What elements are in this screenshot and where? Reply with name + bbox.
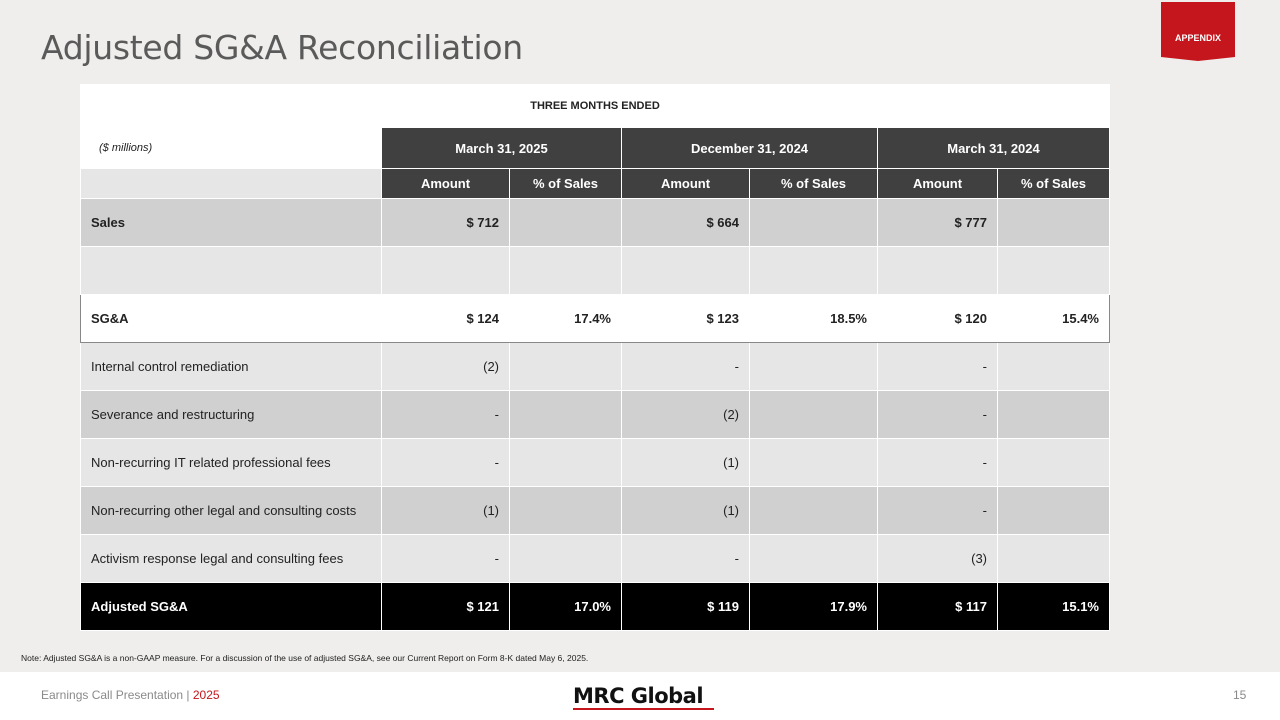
row-label: Internal control remediation [81, 343, 382, 391]
table-cell: 17.0% [510, 583, 622, 631]
appendix-badge [1161, 2, 1235, 61]
sga-reconciliation-table [80, 84, 1110, 631]
table-cell: $ 123 [622, 295, 750, 343]
subheader-blank [81, 169, 382, 199]
table-cell [622, 247, 750, 295]
three-months-header: THREE MONTHS ENDED [81, 85, 1110, 128]
table-cell [998, 247, 1110, 295]
row-label [81, 247, 382, 295]
table-cell [750, 535, 878, 583]
table-row [81, 391, 1110, 439]
row-label: Non-recurring other legal and consulting costs [81, 487, 382, 535]
period-header: March 31, 2025 [382, 128, 622, 169]
appendix-label: APPENDIX [1174, 33, 1221, 43]
table-cell [998, 535, 1110, 583]
footnote: Note: Adjusted SG&A is a non-GAAP measure. For a discussion of the use of adjusted SG&A, see our Current Report on Form 8-K dated May 6, 2025. [21, 653, 589, 663]
table-cell: (2) [382, 343, 510, 391]
footer-presentation-label [41, 688, 220, 702]
period-header: December 31, 2024 [622, 128, 878, 169]
company-logo [573, 684, 703, 708]
table-cell: 15.1% [998, 583, 1110, 631]
table-row [81, 295, 1110, 343]
table-cell: - [878, 391, 998, 439]
table-row [81, 535, 1110, 583]
table-row [81, 487, 1110, 535]
table-cell [998, 199, 1110, 247]
table-cell: - [382, 439, 510, 487]
table-row [81, 439, 1110, 487]
column-header: Amount [878, 169, 998, 199]
table-cell: $ 712 [382, 199, 510, 247]
table-cell [998, 343, 1110, 391]
table-cell: - [622, 535, 750, 583]
page-number: 15 [1233, 688, 1247, 702]
table-cell [998, 391, 1110, 439]
table-cell: (3) [878, 535, 998, 583]
table-cell [750, 247, 878, 295]
column-header: % of Sales [998, 169, 1110, 199]
page-title: Adjusted SG&A Reconciliation [41, 28, 523, 67]
table-cell: $ 120 [878, 295, 998, 343]
table-row [81, 247, 1110, 295]
logo-text: MRC Global [573, 684, 704, 708]
table-cell: - [382, 535, 510, 583]
table-cell: - [878, 343, 998, 391]
table-cell: 18.5% [750, 295, 878, 343]
table-cell: 17.4% [510, 295, 622, 343]
column-header: % of Sales [510, 169, 622, 199]
table-cell: - [878, 487, 998, 535]
table-cell: $ 777 [878, 199, 998, 247]
table-cell: (2) [622, 391, 750, 439]
row-label: Adjusted SG&A [81, 583, 382, 631]
table-cell [510, 391, 622, 439]
table-cell [510, 247, 622, 295]
table-cell: - [878, 439, 998, 487]
table-cell: $ 124 [382, 295, 510, 343]
row-label: Sales [81, 199, 382, 247]
presentation-year: 2025 [192, 688, 220, 702]
table-cell: $ 117 [878, 583, 998, 631]
table-cell [750, 343, 878, 391]
table-cell: 15.4% [998, 295, 1110, 343]
table-cell: $ 664 [622, 199, 750, 247]
table-cell [998, 487, 1110, 535]
table-row [81, 583, 1110, 631]
table-cell [382, 247, 510, 295]
table-cell: (1) [382, 487, 510, 535]
row-label: Non-recurring IT related professional fees [81, 439, 382, 487]
footer [0, 672, 1280, 720]
table-cell [750, 199, 878, 247]
column-header: % of Sales [750, 169, 878, 199]
table-cell: - [382, 391, 510, 439]
table-cell: 17.9% [750, 583, 878, 631]
column-header: Amount [382, 169, 510, 199]
row-label: SG&A [81, 295, 382, 343]
logo-underline [573, 708, 714, 710]
table-row [81, 199, 1110, 247]
table-cell [510, 535, 622, 583]
period-header: March 31, 2024 [878, 128, 1110, 169]
table-row [81, 343, 1110, 391]
table-cell: $ 121 [382, 583, 510, 631]
table-cell [750, 439, 878, 487]
table-cell [878, 247, 998, 295]
table-cell [510, 199, 622, 247]
table-cell: $ 119 [622, 583, 750, 631]
appendix-tab-shape [1161, 2, 1235, 61]
table-cell [510, 439, 622, 487]
table-cell: (1) [622, 439, 750, 487]
table-cell: - [622, 343, 750, 391]
table-cell [998, 439, 1110, 487]
table-cell [510, 487, 622, 535]
column-header: Amount [622, 169, 750, 199]
table-cell: (1) [622, 487, 750, 535]
table-cell [750, 487, 878, 535]
row-label: Activism response legal and consulting fees [81, 535, 382, 583]
presentation-name: Earnings Call Presentation | [41, 688, 193, 702]
row-label: Severance and restructuring [81, 391, 382, 439]
table-cell [510, 343, 622, 391]
table-cell [750, 391, 878, 439]
units-label: ($ millions) [81, 128, 382, 169]
